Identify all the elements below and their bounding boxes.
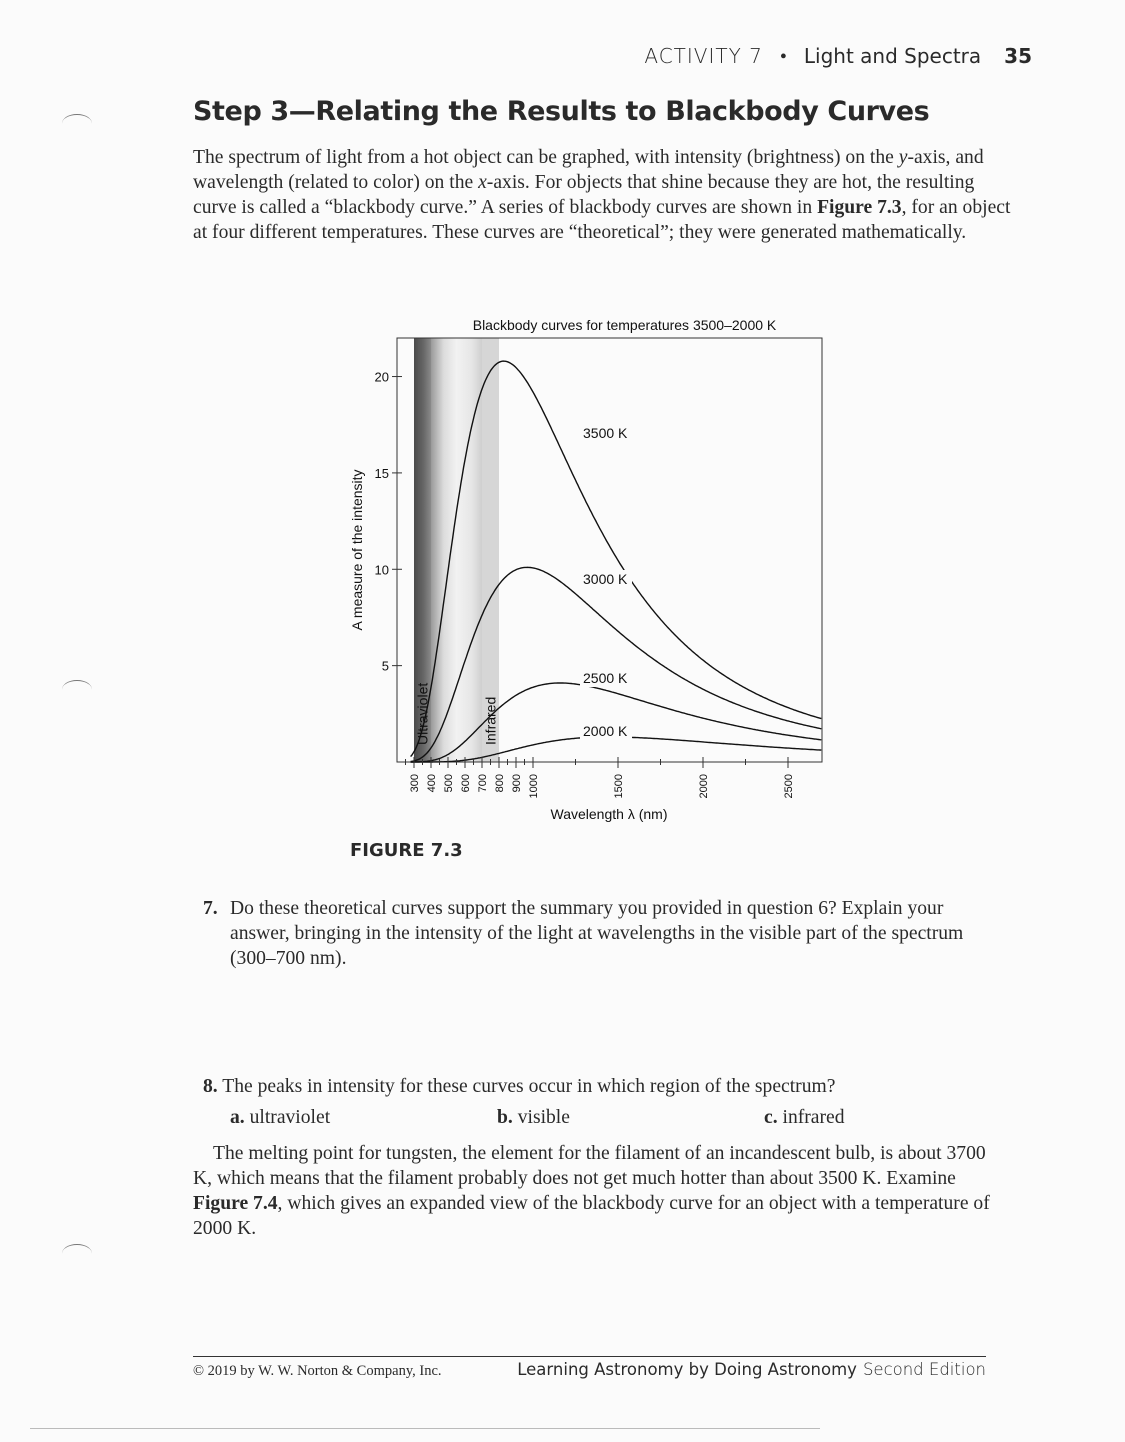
question-8 [203,1074,1003,1099]
labels [349,317,777,822]
bold-reference: Figure 7.4 [193,1193,278,1214]
chart-title: Blackbody curves for temperatures 3500–2000 K [472,317,777,333]
footer-rule [193,1356,986,1357]
x-tick-label: 1500 [613,774,625,799]
text-run: , which gives an expanded view of the blackbody curve for an object with a temperature of 2000 K. [193,1193,990,1239]
book-edition: Second Edition [862,1360,986,1379]
x-tick-label: 300 [409,774,421,793]
margin-mark [62,680,92,699]
scan-edge-rule [30,1428,820,1429]
choice-c [764,1107,845,1129]
text-run: , for an object at four different temperatures. These curves are “theoretical”; they were generated mathematically. [193,197,1011,243]
tungsten-paragraph [193,1141,1003,1241]
question-7 [203,896,1003,971]
text-run: The spectrum of light from a hot object can be graphed, with intensity (brightness) on the [193,147,899,168]
choice-letter: c. [764,1107,778,1128]
text-run: -axis. For objects that shine because they are hot, the resulting curve is called a “blackbody curve.” A series of blackbody curves are shown in [193,172,975,218]
text-run: The melting point for tungsten, the element for the filament of an incandescent bulb, is about 3700 K, which means that the filament probably does not get much hotter than about 3500 K. Examine [193,1143,986,1189]
x-tick-label: 1000 [528,774,540,799]
x-axis-label: Wavelength λ (nm) [550,806,668,822]
x-tick-label: 2000 [698,774,710,799]
book-title: Learning Astronomy by Doing Astronomy [517,1360,857,1379]
choice-text: ultraviolet [249,1107,331,1128]
x-tick-label: 500 [443,774,455,793]
x-tick-label: 900 [511,774,523,793]
choice-letter: b. [497,1107,513,1128]
x-tick-label: 2500 [783,774,795,799]
y-tick-label: 5 [381,658,389,674]
question-number: 7. [203,898,218,919]
y-tick-label: 20 [374,369,389,385]
italic-variable: y [898,147,908,168]
curve-label-3500k: 3500 K [583,425,628,441]
blackbody-chart [330,310,840,830]
choice-text: visible [517,1107,570,1128]
choice-letter: a. [230,1107,245,1128]
infrared-label: Infrared [482,696,499,745]
question-text: The peaks in intensity for these curves occur in which region of the spectrum? [222,1076,836,1097]
y-tick-label: 15 [374,465,389,481]
x-tick-label: 600 [460,774,472,793]
footer-book-title [517,1360,986,1379]
y-axis-label: A measure of the intensity [349,469,365,631]
activity-label: ACTIVITY 7 [644,44,763,68]
curve-label-2500k: 2500 K [583,670,628,686]
question-text: Do these theoretical curves support the summary you provided in question 6? Explain your answer, bringing in the intensity of the light at wavelengths in the visible part of the spectrum (300–700 nm). [230,898,964,969]
margin-mark [62,114,92,133]
question-number: 8. [203,1076,218,1097]
curve-label-2000k: 2000 K [583,723,628,739]
margin-mark [62,1244,92,1263]
italic-variable: x [478,172,487,193]
x-tick-label: 700 [477,774,489,793]
visible-band [431,338,482,762]
step-heading: Step 3—Relating the Results to Blackbody Curves [193,96,930,127]
header-bullet: • [779,46,787,68]
choice-text: infrared [782,1107,845,1128]
curve-label-3000k: 3000 K [583,571,628,587]
choice-a [230,1107,330,1129]
page-number: 35 [1004,44,1032,68]
y-tick-label: 10 [374,562,389,578]
figure-label: FIGURE 7.3 [350,840,463,861]
bold-reference: Figure 7.3 [817,197,902,218]
footer-copyright: © 2019 by W. W. Norton & Company, Inc. [193,1363,442,1379]
ultraviolet-label: Ultraviolet [414,682,431,745]
x-tick-label: 400 [426,774,438,793]
choice-b [497,1107,570,1129]
intro-paragraph [193,145,1013,245]
running-header [644,44,1032,69]
text-run: -axis, and wavelength (related to color) on the [193,147,984,193]
x-tick-label: 800 [494,774,506,793]
chapter-title: Light and Spectra [803,44,982,68]
